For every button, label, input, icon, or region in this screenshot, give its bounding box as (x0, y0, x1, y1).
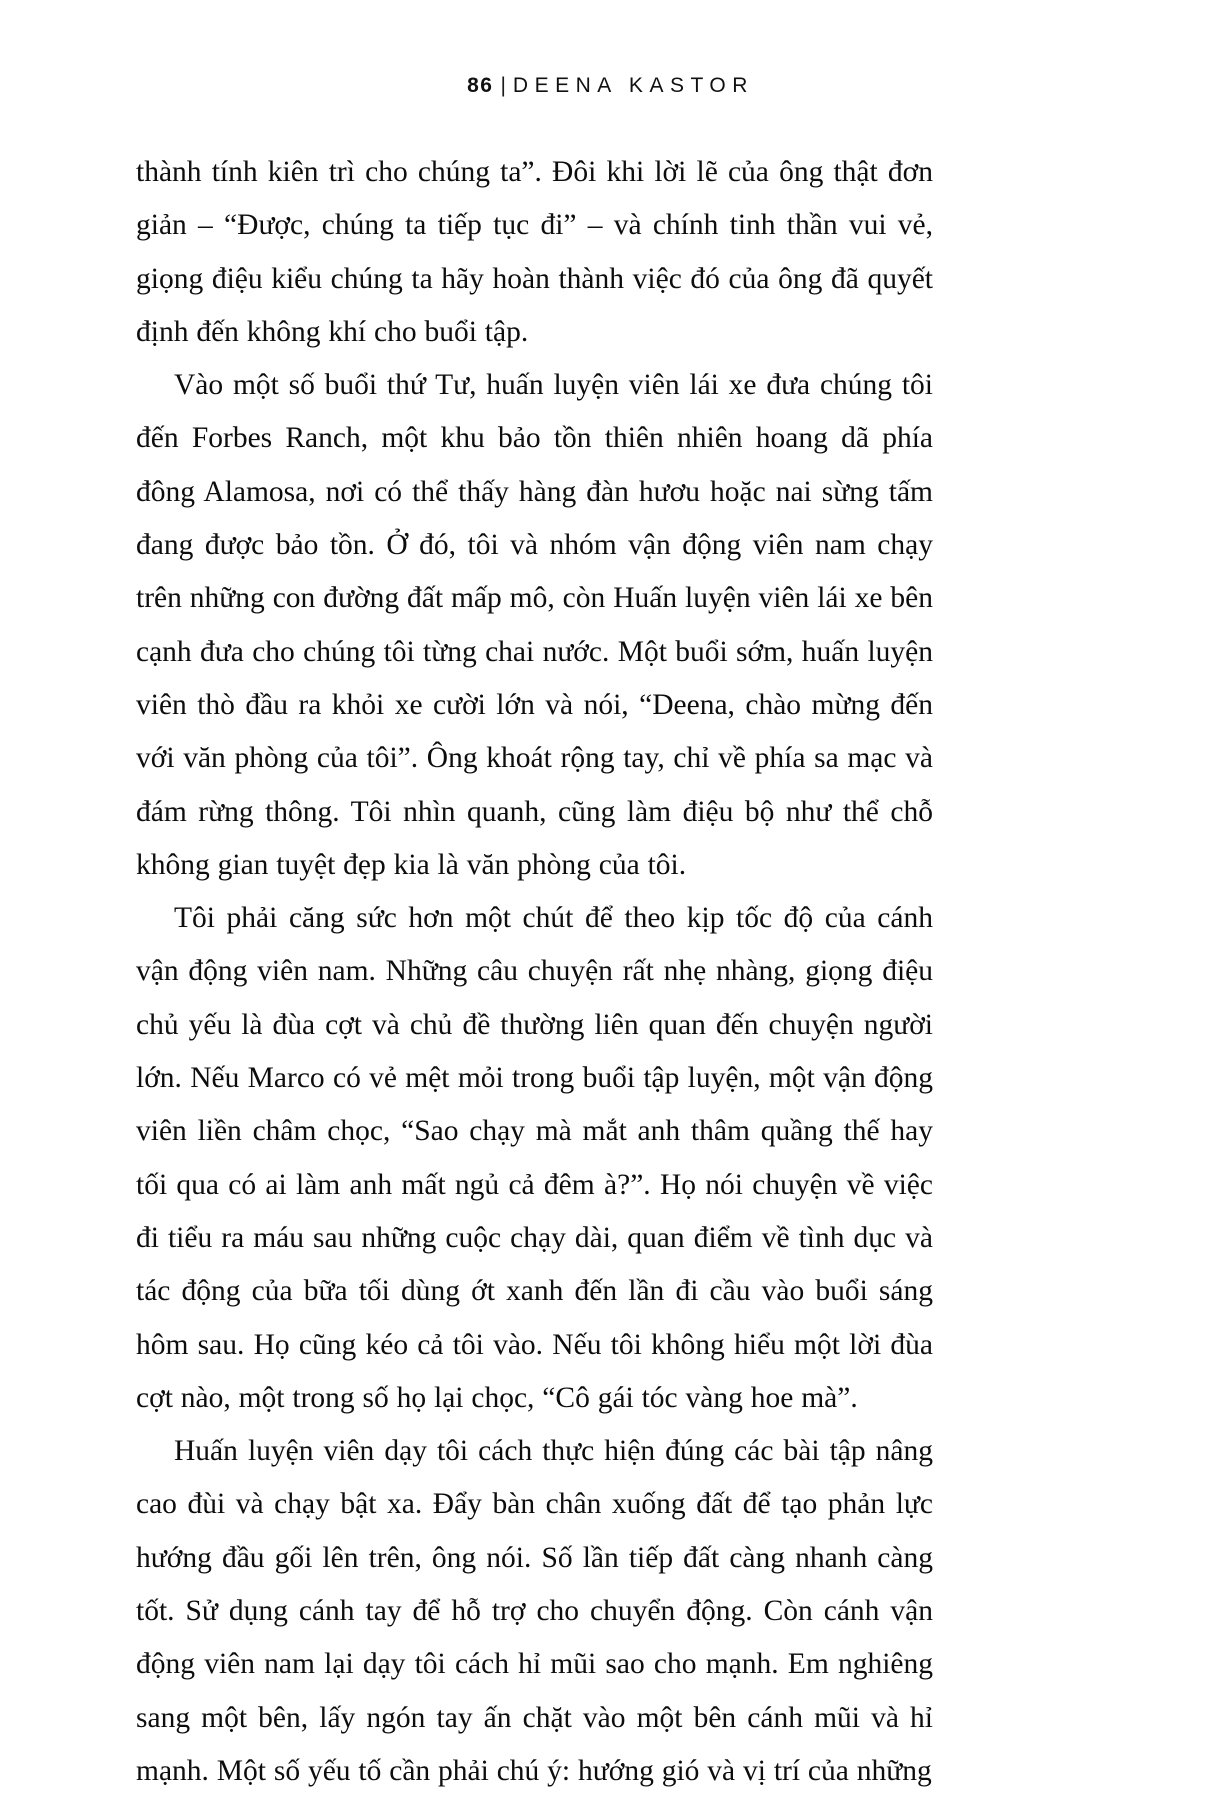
body-text-block (136, 146, 933, 1798)
paragraph-1: thành tính kiên trì cho chúng ta”. Đôi khi lời lẽ của ông thật đơn giản – “Được, chúng ta tiếp tục đi” – và chính tinh thần vui vẻ, giọng điệu kiểu chúng ta hãy hoàn thành việc đó của ông đã quyết định đến không khí cho buổi tập. (136, 156, 933, 348)
paragraph-2: Vào một số buổi thứ Tư, huấn luyện viên lái xe đưa chúng tôi đến Forbes Ranch, một khu bảo tồn thiên nhiên hoang dã phía đông Alamosa, nơi có thể thấy hàng đàn hươu hoặc nai sừng tấm đang được bảo tồn. Ở đó, tôi và nhóm vận động viên nam chạy trên những con đường đất mấp mô, còn Huấn luyện viên lái xe bên cạnh đưa cho chúng tôi từng chai nước. Một buổi sớm, huấn luyện viên thò đầu ra khỏi xe cười lớn và nói, “Deena, chào mừng đến với văn phòng của tôi”. Ông khoát rộng tay, chỉ về phía sa mạc và đám rừng thông. Tôi nhìn quanh, cũng làm điệu bộ như thể chỗ không gian tuyệt đẹp kia là văn phòng của tôi. (136, 369, 933, 881)
paragraph-3: Tôi phải căng sức hơn một chút để theo kịp tốc độ của cánh vận động viên nam. Những câu chuyện rất nhẹ nhàng, giọng điệu chủ yếu là đùa cợt và chủ đề thường liên quan đến chuyện người lớn. Nếu Marco có vẻ mệt mỏi trong buổi tập luyện, một vận động viên liền châm chọc, “Sao chạy mà mắt anh thâm quầng thế hay tối qua có ai làm anh mất ngủ cả đêm à?”. Họ nói chuyện về việc đi tiểu ra máu sau những cuộc chạy dài, quan điểm về tình dục và tác động của bữa tối dùng ớt xanh đến lần đi cầu vào buổi sáng hôm sau. Họ cũng kéo cả tôi vào. Nếu tôi không hiểu một lời đùa cợt nào, một trong số họ lại chọc, “Cô gái tóc vàng hoe mà”. (136, 902, 933, 1414)
page-number: 86 (467, 74, 494, 97)
header-separator: | (500, 74, 506, 97)
paragraph-4: Huấn luyện viên dạy tôi cách thực hiện đúng các bài tập nâng cao đùi và chạy bật xa. Đẩy bàn chân xuống đất để tạo phản lực hướng đầu gối lên trên, ông nói. Số lần tiếp đất càng nhanh càng tốt. Sử dụng cánh tay để hỗ trợ cho chuyển động. Còn cánh vận động viên nam lại dạy tôi cách hỉ mũi sao cho mạnh. Em nghiêng sang một bên, lấy ngón tay ấn chặt vào một bên cánh mũi và hỉ mạnh. Một số yếu tố cần phải chú ý: hướng gió và vị trí của những (136, 1435, 933, 1787)
book-title: DEENA KASTOR (512, 74, 754, 97)
running-header (0, 74, 1221, 98)
